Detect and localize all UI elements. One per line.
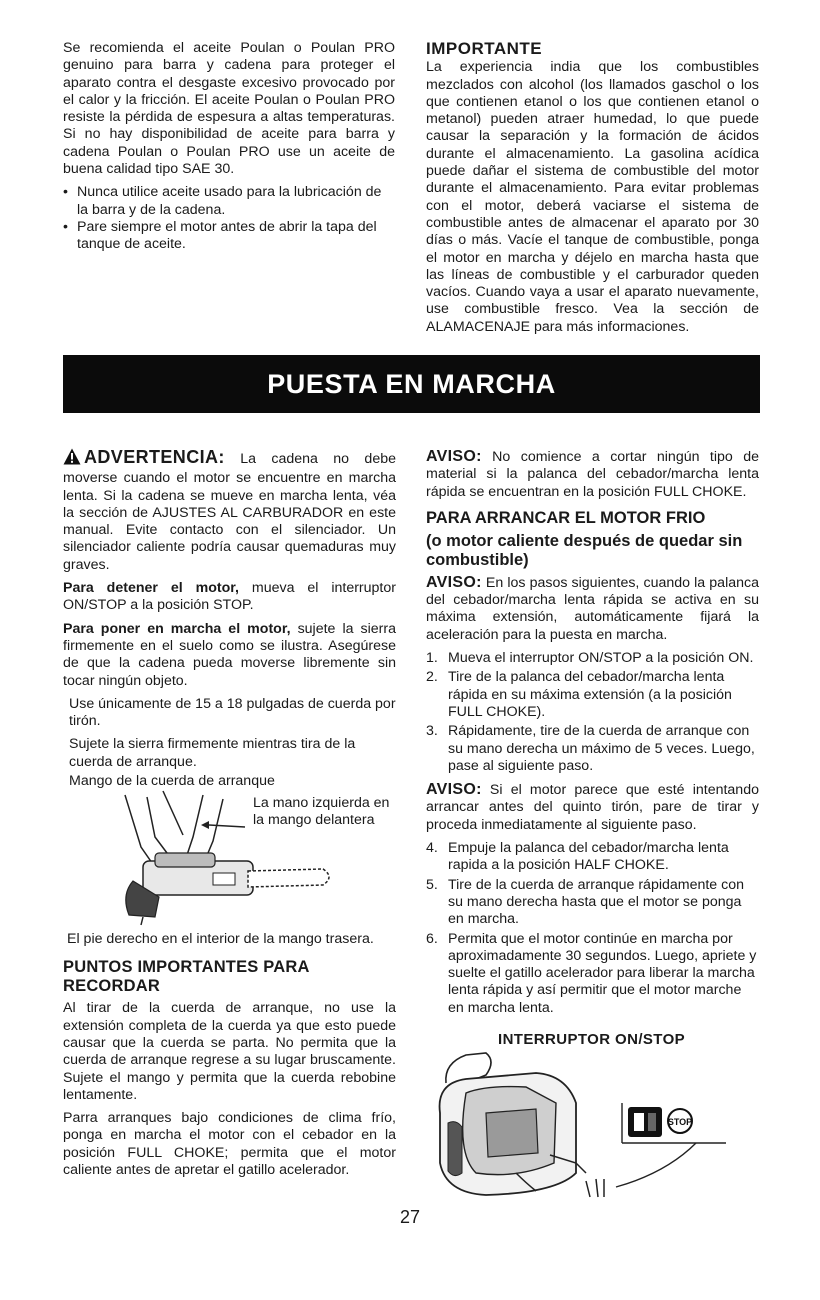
stop-badge-text: STOP — [667, 1117, 693, 1128]
list-item — [426, 877, 759, 929]
page-number: 27 — [399, 1207, 421, 1227]
warning-label: ADVERTENCIA: — [84, 447, 225, 467]
important-points-paragraph-1: Al tirar de la cuerda de arranque, no use la extensión completa de la cuerda ya que esto puede causar que la cuerda se parta. No permita que la cuerda de arranque regrese a su lugar bruscamente. Sujete el mango y permita que la cuerda rebobine lentamente. — [63, 1000, 396, 1103]
important-paragraph: La experiencia india que los combustibles mezclados con alcohol (los llamados gaschol o los que contienen etanol o los que contienen etanol o metanol) pueden atraer humedad, lo que puede causar la separación y la formación de ácidos durante el almacenamiento. La gasolina acídica puede dañar el sistema de combustible del motor durante el almacenamiento. Para evitar problemas con el motor, deberá vaciarse el sistema de combustible antes de almacenar el aparato por 30 días o más. Vacíe el tanque de combustible, ponga el motor en marcha y déjelo en marcha hasta que las líneas de combustible y el carburador queden vacíos. Cuando vaya a usar el aparato nuevamente, use combustible fresco. Vea la sección de ALAMACENAJE para más informaciones. — [426, 59, 759, 335]
starting-instructions-right — [426, 448, 759, 1203]
oil-intro-paragraph: Se recomienda el aceite Poulan o Poulan PRO genuino para barra y cadena para proteger el aparato contra el desgaste excesivo provocado por el calor y la fricción. El aceite Poulan o Poulan PRO resiste la pérdida de espesura a altas temperaturas. Si no hay disponibilidad de aceite para barra y cadena Poulan o Poulan PRO use un aceite de buena calidad tipo SAE 30. — [63, 40, 395, 178]
step-number: 4. — [426, 840, 438, 857]
step-text: Mueva el interruptor ON/STOP a la posición ON. — [448, 650, 754, 667]
warning-paragraph — [63, 448, 396, 574]
bullet-dot: • — [63, 218, 68, 235]
list-item — [426, 723, 759, 775]
right-foot-label: El pie derecho en el interior de la mango trasera. — [67, 931, 374, 948]
notice-label: AVISO: — [426, 573, 482, 591]
bullet-text: Nunca utilice aceite usado para la lubricación de la barra y de la cadena. — [77, 184, 382, 218]
notice-paragraph-1 — [426, 448, 759, 501]
step-text: Rápidamente, tire de la cuerda de arranque con su mano derecha un máximo de 5 veces. Luego, pase al siguiente paso. — [448, 723, 755, 774]
important-heading: IMPORTANTE — [426, 39, 543, 58]
step-text: Tire de la cuerda de arranque rápidamente con su mano derecha hasta que el motor se ponga en marcha. — [448, 876, 745, 928]
step-number: 2. — [426, 669, 438, 686]
step-number: 3. — [426, 723, 438, 740]
list-item — [426, 931, 759, 1017]
bullet-item — [63, 219, 395, 254]
rope-length-note: Use únicamente de 15 a 18 pulgadas de cuerda por tirón. — [69, 695, 396, 730]
notice-text: No comience a cortar ningún tipo de material si la palanca del cebador/marcha lenta rápida se encuentran en la posición FULL CHOKE. — [426, 449, 759, 500]
switch-figure-label: INTERRUPTOR ON/STOP — [498, 1031, 686, 1049]
list-item — [426, 650, 759, 667]
section-banner: PUESTA EN MARCHA — [63, 355, 760, 413]
cold-start-heading: PARA ARRANCAR EL MOTOR FRIO — [426, 508, 706, 527]
stop-engine-text: mueva el interruptor ON/STOP a la posición STOP. — [63, 580, 396, 614]
notice-paragraph-2 — [426, 574, 759, 644]
start-steps-list — [426, 650, 759, 775]
oil-recommendation-section — [63, 40, 395, 254]
starter-handle-label: Mango de la cuerda de arranque — [69, 773, 275, 790]
notice-label: AVISO: — [426, 448, 482, 465]
start-engine-paragraph — [63, 621, 396, 690]
important-fuel-section — [426, 40, 759, 342]
start-engine-label: Para poner en marcha el motor, — [63, 620, 291, 637]
stop-engine-label: Para detener el motor, — [63, 580, 239, 597]
bullet-dot: • — [63, 184, 68, 201]
step-number: 6. — [426, 930, 438, 947]
step-text: Empuje la palanca del cebador/marcha lenta rapida a la posición HALF CHOKE. — [448, 840, 729, 874]
step-text: Permita que el motor continúe en marcha por aproximadamente 30 segundos. Luego, apriete y suelte el gatillo acelerador para liberar la marcha lenta rápida y así permitir que el motor marche en marcha lenta. — [448, 930, 757, 1016]
start-steps-list-continued — [426, 840, 759, 1017]
step-number: 5. — [426, 876, 438, 893]
important-points-paragraph-2: Parra arranques bajo condiciones de clima frío, ponga en marcha el motor con el cebador en la posición FULL CHOKE; permita que el motor caliente antes de apretar el gatillo acelerador. — [63, 1110, 396, 1179]
step-number: 1. — [426, 650, 438, 667]
cold-start-subheading: (o motor caliente después de quedar sin combustible) — [426, 531, 743, 569]
bullet-text: Pare siempre el motor antes de abrir la tapa del tanque de aceite. — [77, 218, 377, 253]
stop-engine-paragraph — [63, 580, 396, 615]
notice-text: Si el motor parece que esté intentando arrancar antes del quinto tirón, pare de tirar y proceda inmediatamente al siguiente paso. — [426, 782, 759, 833]
chainsaw-switch-illustration — [426, 1023, 756, 1203]
warning-triangle-icon — [63, 448, 81, 470]
important-points-heading: PUNTOS IMPORTANTES PARA RECORDAR — [63, 958, 310, 996]
starting-instructions-left — [63, 448, 396, 1185]
starting-position-figure — [63, 773, 393, 927]
list-item — [426, 840, 759, 875]
list-item — [426, 669, 759, 721]
notice-paragraph-3 — [426, 781, 759, 834]
warning-text: La cadena no debe moverse cuando el motor se encuentre en marcha lenta. Si la cadena se mueve en marcha lenta, véa la sección de AJUSTES AL CARBURADOR en este manual. Evite contacto con el silenciador. Un silenciador caliente podría causar quemaduras muy graves. — [63, 451, 396, 573]
bullet-item — [63, 184, 395, 219]
notice-text: En los pasos siguientes, cuando la palanca del cebador/marcha lenta rápida se activa en su máxima extensión, automáticamente fijará la aceleración para la puesta en marcha. — [426, 574, 759, 643]
hold-saw-note: Sujete la sierra firmemente mientras tira de la cuerda de arranque. — [69, 736, 356, 770]
on-stop-switch-figure — [426, 1023, 756, 1203]
start-engine-text: sujete la sierra firmemente en el suelo como se ilustra. Asegúrese de que la cadena pueda moverse libremente sin tocar ningún objeto. — [63, 620, 396, 689]
left-hand-label: La mano izquierda en la mango delantera — [253, 795, 390, 829]
step-text: Tire de la palanca del cebador/marcha lenta rápida en su máxima extensión (a la posición FULL CHOKE). — [448, 669, 732, 720]
notice-label: AVISO: — [426, 781, 482, 799]
